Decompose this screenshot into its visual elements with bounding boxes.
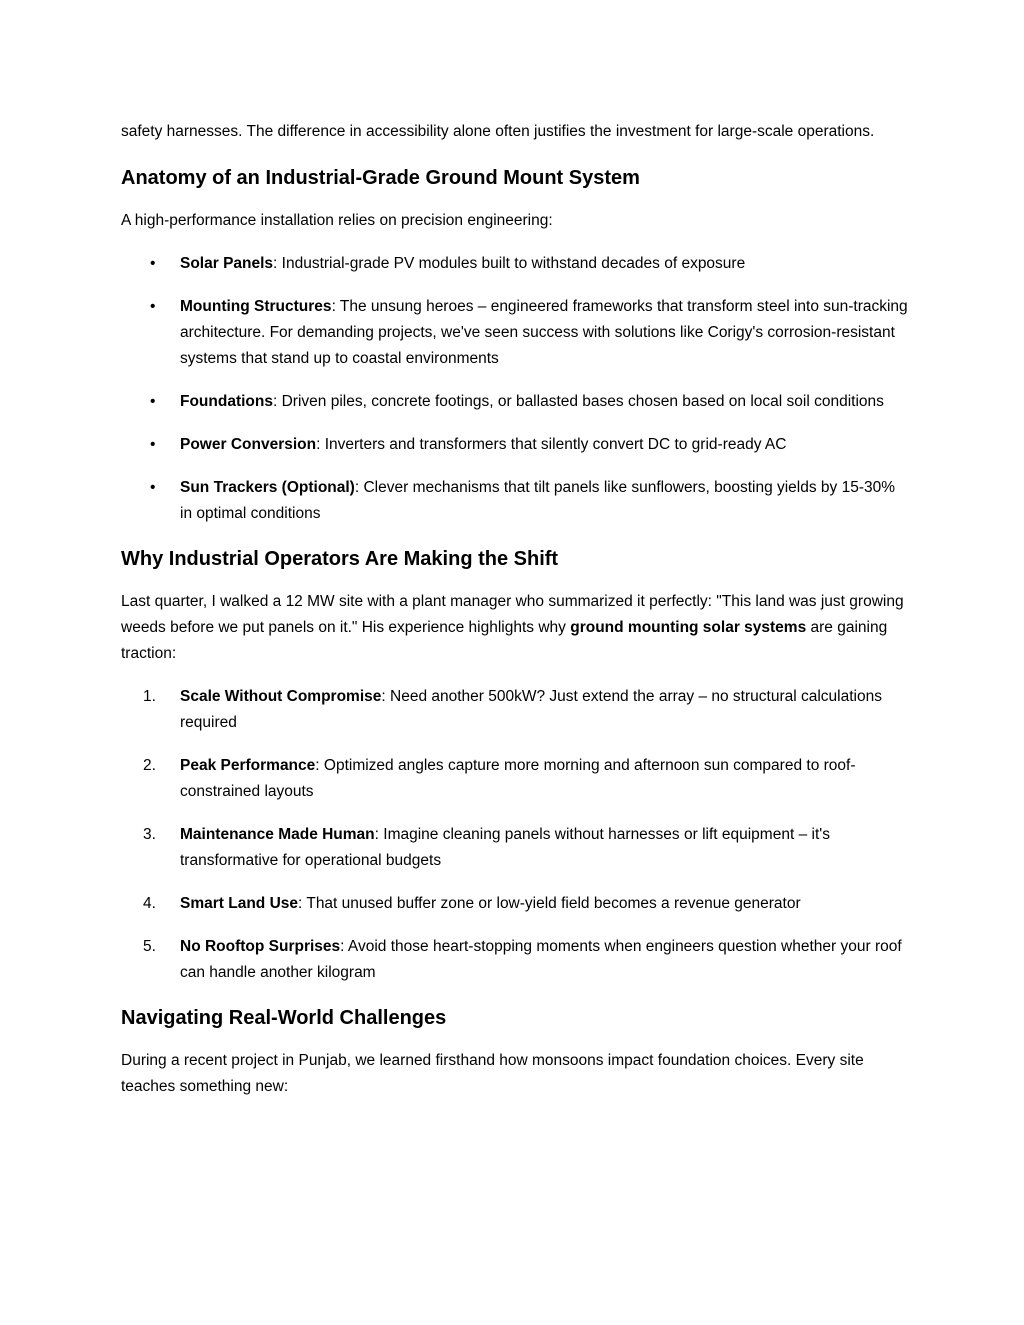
item-number: 5.: [143, 938, 156, 955]
item-text: : Industrial-grade PV modules built to withstand decades of exposure: [273, 255, 746, 272]
list-item: [121, 475, 911, 527]
bullet-icon: •: [150, 393, 156, 410]
numbered-list: [121, 684, 911, 986]
item-number: 3.: [143, 826, 156, 843]
bullet-icon: •: [150, 255, 156, 272]
list-item: [121, 432, 911, 458]
section-heading-anatomy: Anatomy of an Industrial-Grade Ground Mount System: [121, 167, 640, 189]
item-term: Sun Trackers (Optional): [180, 479, 355, 496]
bullet-icon: •: [150, 436, 156, 453]
paragraph-bold: ground mounting solar systems: [570, 619, 807, 636]
item-text: : Need another 500kW? Just extend the array – no structural calculations required: [180, 688, 882, 731]
item-text: : Avoid those heart-stopping moments when engineers question whether your roof can handle another kilogram: [180, 938, 902, 981]
item-term: Foundations: [180, 393, 273, 410]
document-body: [121, 119, 911, 1100]
bullet-icon: •: [150, 479, 156, 496]
item-text: : Imagine cleaning panels without harnesses or lift equipment – it's transformative for operational budgets: [180, 826, 830, 869]
list-item: [121, 753, 911, 805]
item-term: Solar Panels: [180, 255, 274, 272]
item-text: : Driven piles, concrete footings, or ballasted bases chosen based on local soil conditions: [273, 393, 884, 410]
item-text: : That unused buffer zone or low-yield field becomes a revenue generator: [298, 895, 801, 912]
item-term: Power Conversion: [180, 436, 317, 453]
section-intro: A high-performance installation relies on precision engineering:: [121, 212, 553, 229]
item-term: Maintenance Made Human: [180, 826, 375, 843]
item-term: Smart Land Use: [180, 895, 299, 912]
list-item: [121, 822, 911, 874]
list-item: [121, 251, 911, 277]
list-item: [121, 891, 911, 917]
item-text: : The unsung heroes – engineered frameworks that transform steel into sun-tracking architecture. For demanding projects, we've seen success with solutions like Corigy's corrosion-resistant systems that stand up to coastal environments: [180, 298, 908, 367]
paragraph-text: Last quarter, I walked a 12 MW site with a plant manager who summarized it perfectly: "This land was just growing weeds before we put panels on it." His experience highlights why: [121, 593, 904, 636]
item-number: 4.: [143, 895, 156, 912]
item-text: : Inverters and transformers that silently convert DC to grid-ready AC: [316, 436, 787, 453]
item-text: : Clever mechanisms that tilt panels like sunflowers, boosting yields by 15-30% in optimal conditions: [180, 479, 896, 522]
item-term: Peak Performance: [180, 757, 316, 774]
item-number: 1.: [143, 688, 156, 705]
section-paragraph: [121, 589, 911, 667]
paragraph-text: are gaining traction:: [121, 619, 888, 662]
list-item: [121, 934, 911, 986]
item-term: Mounting Structures: [180, 298, 332, 315]
list-item: [121, 294, 911, 372]
bullet-list: [121, 251, 911, 527]
item-term: No Rooftop Surprises: [180, 938, 341, 955]
list-item: [121, 389, 911, 415]
list-item: [121, 684, 911, 736]
item-text: : Optimized angles capture more morning and afternoon sun compared to roof-constrained layouts: [180, 757, 856, 800]
item-term: Scale Without Compromise: [180, 688, 382, 705]
section-heading-challenges: Navigating Real-World Challenges: [121, 1007, 447, 1029]
section-heading-why-shift: Why Industrial Operators Are Making the Shift: [121, 548, 559, 570]
section-paragraph: During a recent project in Punjab, we learned firsthand how monsoons impact foundation choices. Every site teaches something new:: [121, 1052, 864, 1095]
item-number: 2.: [143, 757, 156, 774]
opening-paragraph: safety harnesses. The difference in accessibility alone often justifies the investment for large-scale operations.: [121, 123, 875, 140]
bullet-icon: •: [150, 298, 156, 315]
